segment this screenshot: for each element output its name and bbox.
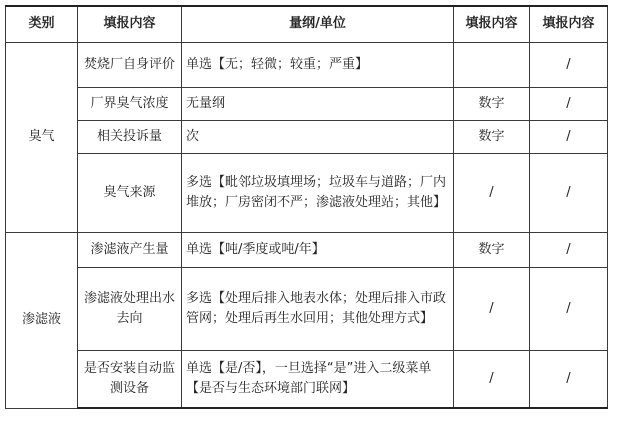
item-cell: 相关投诉量 — [78, 121, 182, 154]
value-cell: / — [530, 232, 608, 267]
item-cell: 焚烧厂自身评价 — [78, 42, 182, 87]
value-cell: / — [530, 350, 608, 408]
data-table — [5, 5, 608, 409]
table-row — [6, 154, 608, 233]
category-cell: 渗滤液 — [6, 232, 78, 408]
table-row — [6, 42, 608, 87]
value-cell: 数字 — [454, 121, 530, 154]
value-cell — [454, 42, 530, 87]
category-cell: 臭气 — [6, 42, 78, 232]
table-row — [6, 232, 608, 267]
item-cell: 厂界臭气浓度 — [78, 87, 182, 120]
unit-cell: 单选【无；轻微；较重；严重】 — [182, 42, 454, 87]
table-header-row — [6, 6, 608, 42]
value-cell: / — [454, 350, 530, 408]
unit-cell: 次 — [182, 121, 454, 154]
header-category: 类别 — [6, 6, 78, 42]
value-cell: / — [530, 42, 608, 87]
value-cell: 数字 — [454, 87, 530, 120]
value-cell: / — [454, 154, 530, 233]
header-item: 填报内容 — [78, 6, 182, 42]
header-fill-content-2: 填报内容 — [530, 6, 608, 42]
value-cell: / — [530, 154, 608, 233]
value-cell: / — [530, 87, 608, 120]
item-cell: 是否安装自动监测设备 — [78, 350, 182, 408]
unit-cell: 多选【毗邻垃圾填埋场；垃圾车与道路；厂内堆放；厂房密闭不严；渗滤液处理站；其他】 — [182, 154, 454, 233]
table-row — [6, 267, 608, 350]
item-cell: 渗滤液处理出水去向 — [78, 267, 182, 350]
value-cell: / — [454, 267, 530, 350]
value-cell: 数字 — [454, 232, 530, 267]
table-row — [6, 121, 608, 154]
table-row — [6, 87, 608, 120]
item-cell: 臭气来源 — [78, 154, 182, 233]
value-cell: / — [530, 267, 608, 350]
unit-cell: 单选【吨/季度或吨/年】 — [182, 232, 454, 267]
item-cell: 渗滤液产生量 — [78, 232, 182, 267]
unit-cell: 多选【处理后排入地表水体；处理后排入市政管网；处理后再生水回用；其他处理方式】 — [182, 267, 454, 350]
table-row — [6, 350, 608, 408]
header-unit: 量纲/单位 — [182, 6, 454, 42]
value-cell: / — [530, 121, 608, 154]
unit-cell: 无量纲 — [182, 87, 454, 120]
unit-cell: 单选【是/否】，一旦选择“是”进入二级菜单【是否与生态环境部门联网】 — [182, 350, 454, 408]
header-fill-content: 填报内容 — [454, 6, 530, 42]
